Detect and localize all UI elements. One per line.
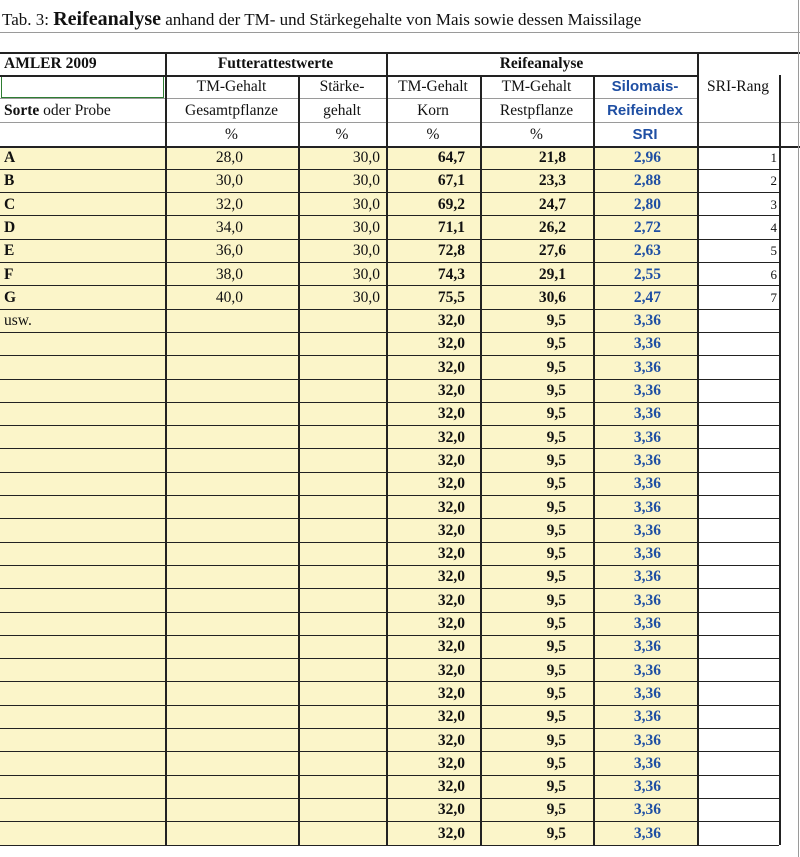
cell-tm-rest[interactable]: 9,5 xyxy=(480,775,593,798)
cell-sri[interactable]: 2,72 xyxy=(593,216,697,239)
cell-staerke[interactable] xyxy=(298,752,386,775)
cell-staerke[interactable]: 30,0 xyxy=(298,216,386,239)
cell-tm-korn[interactable]: 32,0 xyxy=(386,519,480,542)
cell-tm-ges[interactable] xyxy=(165,379,298,402)
header-sorte-rest: oder Probe xyxy=(39,102,111,119)
cell-tm-korn[interactable]: 72,8 xyxy=(386,239,480,262)
cell-sri[interactable]: 3,36 xyxy=(593,705,697,728)
unit-staerke: % xyxy=(335,126,349,143)
cell-tm-ges[interactable] xyxy=(165,775,298,798)
grid-vline xyxy=(593,75,595,845)
cell-rang[interactable]: 7 xyxy=(770,289,777,305)
cell-staerke[interactable] xyxy=(298,496,386,519)
cell-sorte[interactable] xyxy=(0,402,165,425)
cell-staerke[interactable] xyxy=(298,705,386,728)
cell-rang[interactable] xyxy=(697,449,779,472)
cell-tm-korn[interactable]: 32,0 xyxy=(386,356,480,379)
cell-tm-korn[interactable]: 32,0 xyxy=(386,612,480,635)
grid-hline xyxy=(0,845,779,846)
cell-sorte[interactable]: G xyxy=(0,286,165,309)
cell-tm-ges[interactable]: 28,0 xyxy=(165,146,298,169)
cell-tm-ges[interactable]: 34,0 xyxy=(165,216,298,239)
header-korn: Korn xyxy=(417,102,449,119)
cell-sri[interactable]: 3,36 xyxy=(593,589,697,612)
cell-sorte[interactable]: B xyxy=(0,169,165,192)
cell-sri[interactable]: 3,36 xyxy=(593,612,697,635)
cell-tm-korn[interactable]: 32,0 xyxy=(386,822,480,845)
cell-rang[interactable] xyxy=(697,426,779,449)
unit-tm-rest: % xyxy=(530,126,543,143)
cell-sorte[interactable] xyxy=(0,589,165,612)
cell-tm-rest[interactable]: 29,1 xyxy=(480,263,593,286)
cell-tm-rest[interactable]: 9,5 xyxy=(480,729,593,752)
cell-tm-rest[interactable]: 9,5 xyxy=(480,705,593,728)
unit-sri: SRI xyxy=(632,126,658,143)
cell-sri[interactable]: 2,47 xyxy=(593,286,697,309)
cell-staerke[interactable] xyxy=(298,519,386,542)
cell-tm-ges[interactable] xyxy=(165,332,298,355)
cell-tm-ges[interactable] xyxy=(165,612,298,635)
cell-sorte[interactable] xyxy=(0,659,165,682)
cell-tm-korn[interactable]: 32,0 xyxy=(386,682,480,705)
cell-tm-rest[interactable]: 9,5 xyxy=(480,402,593,425)
grid-hline xyxy=(0,705,779,706)
cell-sorte[interactable] xyxy=(0,542,165,565)
cell-tm-ges[interactable]: 40,0 xyxy=(165,286,298,309)
grid-hline xyxy=(0,495,779,496)
cell-sri[interactable]: 2,55 xyxy=(593,263,697,286)
cell-rang[interactable] xyxy=(697,356,779,379)
cell-rang[interactable] xyxy=(697,798,779,821)
cell-sorte[interactable]: usw. xyxy=(0,309,165,332)
grid-hline xyxy=(0,169,779,170)
grid-hline xyxy=(0,728,779,729)
cell-staerke[interactable] xyxy=(298,542,386,565)
grid-hline xyxy=(0,262,779,263)
header-futterattestwerte: Futterattestwerte xyxy=(217,55,334,72)
grid-hline xyxy=(0,681,779,682)
cell-sorte[interactable]: D xyxy=(0,216,165,239)
grid-hline xyxy=(0,192,779,193)
grid-hline xyxy=(0,32,800,33)
header-tm-gehalt-gesamt: TM-Gehalt xyxy=(196,78,267,95)
grid-hline xyxy=(0,239,779,240)
grid-hline xyxy=(0,472,779,473)
title-rest: anhand der TM- und Stärkegehalte von Mais sowie dessen Maissilage xyxy=(160,10,642,29)
cell-tm-ges[interactable] xyxy=(165,589,298,612)
cell-rang[interactable] xyxy=(697,472,779,495)
cell-tm-korn[interactable]: 32,0 xyxy=(386,752,480,775)
cell-rang[interactable]: 1 xyxy=(770,150,777,165)
cell-tm-ges[interactable] xyxy=(165,519,298,542)
cell-tm-ges[interactable] xyxy=(165,822,298,845)
cell-tm-rest[interactable]: 9,5 xyxy=(480,332,593,355)
grid-hline xyxy=(0,565,779,566)
cell-tm-ges[interactable] xyxy=(165,682,298,705)
cell-staerke[interactable]: 30,0 xyxy=(298,146,386,169)
cell-rang[interactable] xyxy=(697,565,779,588)
cell-sorte[interactable]: C xyxy=(0,193,165,216)
cell-tm-ges[interactable]: 32,0 xyxy=(165,193,298,216)
cell-staerke[interactable]: 30,0 xyxy=(298,239,386,262)
cell-rang[interactable] xyxy=(697,496,779,519)
cell-rang[interactable]: 4 xyxy=(770,219,777,235)
cell-tm-korn[interactable]: 74,3 xyxy=(386,263,480,286)
cell-rang[interactable]: 2 xyxy=(770,173,777,189)
grid-hline xyxy=(0,542,779,543)
cell-tm-ges[interactable] xyxy=(165,472,298,495)
cell-sri[interactable]: 3,36 xyxy=(593,565,697,588)
cell-rang[interactable] xyxy=(697,589,779,612)
cell-tm-ges[interactable] xyxy=(165,729,298,752)
cell-tm-ges[interactable] xyxy=(165,542,298,565)
cell-tm-ges[interactable]: 30,0 xyxy=(165,169,298,192)
cell-tm-korn[interactable]: 67,1 xyxy=(386,169,480,192)
cell-staerke[interactable] xyxy=(298,402,386,425)
cell-rang[interactable] xyxy=(697,635,779,658)
cell-tm-korn[interactable]: 32,0 xyxy=(386,332,480,355)
header-amler: AMLER 2009 xyxy=(4,55,97,72)
cell-tm-ges[interactable] xyxy=(165,496,298,519)
grid-vline xyxy=(779,75,781,845)
cell-staerke[interactable]: 30,0 xyxy=(298,193,386,216)
header-sorte-bold: Sorte xyxy=(4,102,40,119)
grid-hline xyxy=(0,821,779,822)
cell-staerke[interactable] xyxy=(298,379,386,402)
cell-rang[interactable] xyxy=(697,775,779,798)
cell-tm-ges[interactable] xyxy=(165,402,298,425)
cell-tm-rest[interactable]: 26,2 xyxy=(480,216,593,239)
cell-tm-ges[interactable]: 36,0 xyxy=(165,239,298,262)
header-tm-gehalt-korn: TM-Gehalt xyxy=(398,78,468,95)
cell-tm-korn[interactable]: 32,0 xyxy=(386,705,480,728)
cell-tm-rest[interactable]: 9,5 xyxy=(480,565,593,588)
header-sri-rang: SRI-Rang xyxy=(707,78,769,95)
cell-tm-korn[interactable]: 32,0 xyxy=(386,565,480,588)
cell-sorte[interactable] xyxy=(0,472,165,495)
cell-sorte[interactable] xyxy=(0,822,165,845)
cell-tm-rest[interactable]: 24,7 xyxy=(480,193,593,216)
grid-hline xyxy=(0,355,779,356)
grid-hline xyxy=(0,751,779,752)
grid-hline xyxy=(0,798,779,799)
cell-sorte[interactable]: F xyxy=(0,263,165,286)
cell-rang[interactable] xyxy=(697,705,779,728)
header-reifeanalyse: Reifeanalyse xyxy=(499,55,584,72)
cell-tm-ges[interactable] xyxy=(165,659,298,682)
cell-sri[interactable]: 3,36 xyxy=(593,496,697,519)
unit-tm-gesamt: % xyxy=(225,126,238,143)
cell-tm-korn[interactable]: 32,0 xyxy=(386,635,480,658)
cell-rang[interactable] xyxy=(697,822,779,845)
selected-cell[interactable] xyxy=(1,76,164,98)
cell-tm-korn[interactable]: 32,0 xyxy=(386,379,480,402)
cell-rang[interactable] xyxy=(697,379,779,402)
cell-sorte[interactable]: E xyxy=(0,239,165,262)
cell-tm-ges[interactable] xyxy=(165,356,298,379)
cell-rang[interactable] xyxy=(697,752,779,775)
cell-sri[interactable]: 3,36 xyxy=(593,402,697,425)
cell-tm-ges[interactable] xyxy=(165,798,298,821)
grid-hline xyxy=(0,588,779,589)
grid-vline xyxy=(798,0,799,857)
header-gehalt: gehalt xyxy=(323,102,361,119)
cell-rang[interactable] xyxy=(697,612,779,635)
header-restpflanze: Restpflanze xyxy=(499,102,574,119)
cell-sorte[interactable] xyxy=(0,449,165,472)
cell-tm-ges[interactable] xyxy=(165,705,298,728)
cell-tm-ges[interactable] xyxy=(165,426,298,449)
cell-tm-korn[interactable]: 32,0 xyxy=(386,659,480,682)
cell-tm-korn[interactable]: 32,0 xyxy=(386,426,480,449)
cell-tm-rest[interactable]: 9,5 xyxy=(480,635,593,658)
cell-tm-rest[interactable]: 9,5 xyxy=(480,426,593,449)
cell-tm-korn[interactable]: 32,0 xyxy=(386,449,480,472)
cell-sri[interactable]: 3,36 xyxy=(593,635,697,658)
cell-staerke[interactable] xyxy=(298,775,386,798)
cell-tm-rest[interactable]: 9,5 xyxy=(480,309,593,332)
cell-sorte[interactable] xyxy=(0,705,165,728)
cell-sorte[interactable] xyxy=(0,379,165,402)
cell-rang[interactable] xyxy=(697,729,779,752)
cell-tm-rest[interactable]: 9,5 xyxy=(480,519,593,542)
cell-sri[interactable]: 3,36 xyxy=(593,752,697,775)
cell-tm-ges[interactable]: 38,0 xyxy=(165,263,298,286)
cell-tm-rest[interactable]: 9,5 xyxy=(480,822,593,845)
cell-staerke[interactable]: 30,0 xyxy=(298,263,386,286)
cell-staerke[interactable] xyxy=(298,309,386,332)
cell-tm-rest[interactable]: 9,5 xyxy=(480,798,593,821)
cell-sorte[interactable] xyxy=(0,496,165,519)
grid-hline xyxy=(0,425,779,426)
cell-rang[interactable]: 6 xyxy=(770,266,777,282)
grid-hline xyxy=(0,775,779,776)
cell-tm-rest[interactable]: 9,5 xyxy=(480,589,593,612)
cell-tm-rest[interactable]: 9,5 xyxy=(480,496,593,519)
title-bold: Reifeanalyse xyxy=(53,8,161,30)
cell-tm-rest[interactable]: 23,3 xyxy=(480,169,593,192)
cell-tm-korn[interactable]: 71,1 xyxy=(386,216,480,239)
cell-rang[interactable]: 5 xyxy=(770,243,777,259)
cell-staerke[interactable] xyxy=(298,822,386,845)
cell-sri[interactable]: 3,36 xyxy=(593,449,697,472)
cell-rang[interactable] xyxy=(697,542,779,565)
cell-rang[interactable] xyxy=(697,682,779,705)
cell-sorte[interactable] xyxy=(0,635,165,658)
header-staerke: Stärke- xyxy=(319,78,365,95)
cell-sri[interactable]: 3,36 xyxy=(593,659,697,682)
cell-sorte[interactable] xyxy=(0,565,165,588)
grid-hline xyxy=(0,518,779,519)
cell-staerke[interactable] xyxy=(298,589,386,612)
cell-tm-rest[interactable]: 9,5 xyxy=(480,356,593,379)
cell-sorte[interactable] xyxy=(0,682,165,705)
cell-sri[interactable]: 3,36 xyxy=(593,729,697,752)
cell-sri[interactable]: 3,36 xyxy=(593,682,697,705)
grid-hline xyxy=(0,146,800,148)
cell-tm-rest[interactable]: 9,5 xyxy=(480,449,593,472)
cell-sri[interactable]: 3,36 xyxy=(593,332,697,355)
cell-staerke[interactable] xyxy=(298,798,386,821)
cell-tm-korn[interactable]: 75,5 xyxy=(386,286,480,309)
grid-hline xyxy=(0,379,779,380)
cell-tm-ges[interactable] xyxy=(165,449,298,472)
cell-sorte[interactable] xyxy=(0,612,165,635)
cell-rang[interactable] xyxy=(697,659,779,682)
cell-staerke[interactable]: 30,0 xyxy=(298,286,386,309)
cell-staerke[interactable] xyxy=(298,682,386,705)
cell-sri[interactable]: 2,63 xyxy=(593,239,697,262)
cell-rang[interactable] xyxy=(697,309,779,332)
cell-tm-korn[interactable]: 32,0 xyxy=(386,402,480,425)
grid-hline xyxy=(0,332,779,333)
cell-tm-korn[interactable]: 32,0 xyxy=(386,729,480,752)
cell-sri[interactable]: 3,36 xyxy=(593,472,697,495)
cell-tm-rest[interactable]: 30,6 xyxy=(480,286,593,309)
cell-tm-rest[interactable]: 9,5 xyxy=(480,752,593,775)
cell-sri[interactable]: 2,80 xyxy=(593,193,697,216)
cell-sri[interactable]: 3,36 xyxy=(593,426,697,449)
cell-tm-korn[interactable]: 32,0 xyxy=(386,472,480,495)
cell-sri[interactable]: 2,88 xyxy=(593,169,697,192)
cell-tm-ges[interactable] xyxy=(165,565,298,588)
cell-sorte[interactable] xyxy=(0,729,165,752)
unit-tm-korn: % xyxy=(426,126,440,143)
cell-staerke[interactable] xyxy=(298,635,386,658)
cell-tm-rest[interactable]: 9,5 xyxy=(480,659,593,682)
cell-sorte[interactable]: A xyxy=(0,146,165,169)
grid-hline xyxy=(0,285,779,286)
title-prefix: Tab. 3: xyxy=(2,10,54,29)
cell-tm-korn[interactable]: 32,0 xyxy=(386,309,480,332)
grid-hline xyxy=(0,122,800,123)
cell-tm-rest[interactable]: 27,6 xyxy=(480,239,593,262)
cell-sri[interactable]: 3,36 xyxy=(593,519,697,542)
cell-rang[interactable] xyxy=(697,332,779,355)
cell-sorte[interactable] xyxy=(0,519,165,542)
cell-tm-rest[interactable]: 9,5 xyxy=(480,682,593,705)
cell-tm-rest[interactable]: 21,8 xyxy=(480,146,593,169)
cell-sorte[interactable] xyxy=(0,798,165,821)
cell-sri[interactable]: 3,36 xyxy=(593,775,697,798)
cell-sorte[interactable] xyxy=(0,752,165,775)
cell-staerke[interactable] xyxy=(298,729,386,752)
cell-tm-rest[interactable]: 9,5 xyxy=(480,612,593,635)
cell-sri[interactable]: 3,36 xyxy=(593,379,697,402)
cell-sorte[interactable] xyxy=(0,332,165,355)
cell-rang[interactable]: 3 xyxy=(770,196,777,212)
cell-sri[interactable]: 3,36 xyxy=(593,822,697,845)
cell-rang[interactable] xyxy=(697,519,779,542)
grid-hline xyxy=(0,448,779,449)
cell-tm-ges[interactable] xyxy=(165,309,298,332)
cell-staerke[interactable] xyxy=(298,332,386,355)
cell-tm-ges[interactable] xyxy=(165,635,298,658)
cell-sri[interactable]: 3,36 xyxy=(593,798,697,821)
cell-sorte[interactable] xyxy=(0,426,165,449)
cell-staerke[interactable] xyxy=(298,612,386,635)
cell-tm-korn[interactable]: 32,0 xyxy=(386,798,480,821)
grid-hline xyxy=(0,309,779,310)
cell-staerke[interactable] xyxy=(298,472,386,495)
grid-vline xyxy=(298,75,300,845)
cell-tm-rest[interactable]: 9,5 xyxy=(480,542,593,565)
cell-tm-rest[interactable]: 9,5 xyxy=(480,472,593,495)
header-reifeindex: Reifeindex xyxy=(607,102,683,119)
cell-sri[interactable]: 2,96 xyxy=(593,146,697,169)
cell-sri[interactable]: 3,36 xyxy=(593,309,697,332)
cell-sri[interactable]: 3,36 xyxy=(593,542,697,565)
cell-staerke[interactable] xyxy=(298,356,386,379)
grid-hline xyxy=(0,215,779,216)
cell-staerke[interactable] xyxy=(298,565,386,588)
header-gesamtpflanze: Gesamtpflanze xyxy=(185,102,278,119)
cell-tm-korn[interactable]: 32,0 xyxy=(386,496,480,519)
grid-hline xyxy=(0,402,779,403)
cell-staerke[interactable] xyxy=(298,426,386,449)
cell-staerke[interactable] xyxy=(298,449,386,472)
cell-tm-rest[interactable]: 9,5 xyxy=(480,379,593,402)
grid-hline xyxy=(0,52,800,54)
grid-hline xyxy=(0,612,779,613)
cell-sri[interactable]: 3,36 xyxy=(593,356,697,379)
cell-tm-korn[interactable]: 32,0 xyxy=(386,589,480,612)
cell-tm-korn[interactable]: 32,0 xyxy=(386,775,480,798)
header-silomais: Silomais- xyxy=(611,78,679,95)
header-sorte xyxy=(0,99,165,123)
grid-hline xyxy=(0,658,779,659)
cell-staerke[interactable] xyxy=(298,659,386,682)
cell-rang[interactable] xyxy=(697,402,779,425)
cell-tm-korn[interactable]: 64,7 xyxy=(386,146,480,169)
cell-sorte[interactable] xyxy=(0,356,165,379)
grid-hline xyxy=(0,635,779,636)
cell-sorte[interactable] xyxy=(0,775,165,798)
header-tm-gehalt-rest: TM-Gehalt xyxy=(501,78,572,95)
grid-vline xyxy=(480,75,482,845)
cell-staerke[interactable]: 30,0 xyxy=(298,169,386,192)
cell-tm-korn[interactable]: 32,0 xyxy=(386,542,480,565)
cell-tm-ges[interactable] xyxy=(165,752,298,775)
cell-tm-korn[interactable]: 69,2 xyxy=(386,193,480,216)
